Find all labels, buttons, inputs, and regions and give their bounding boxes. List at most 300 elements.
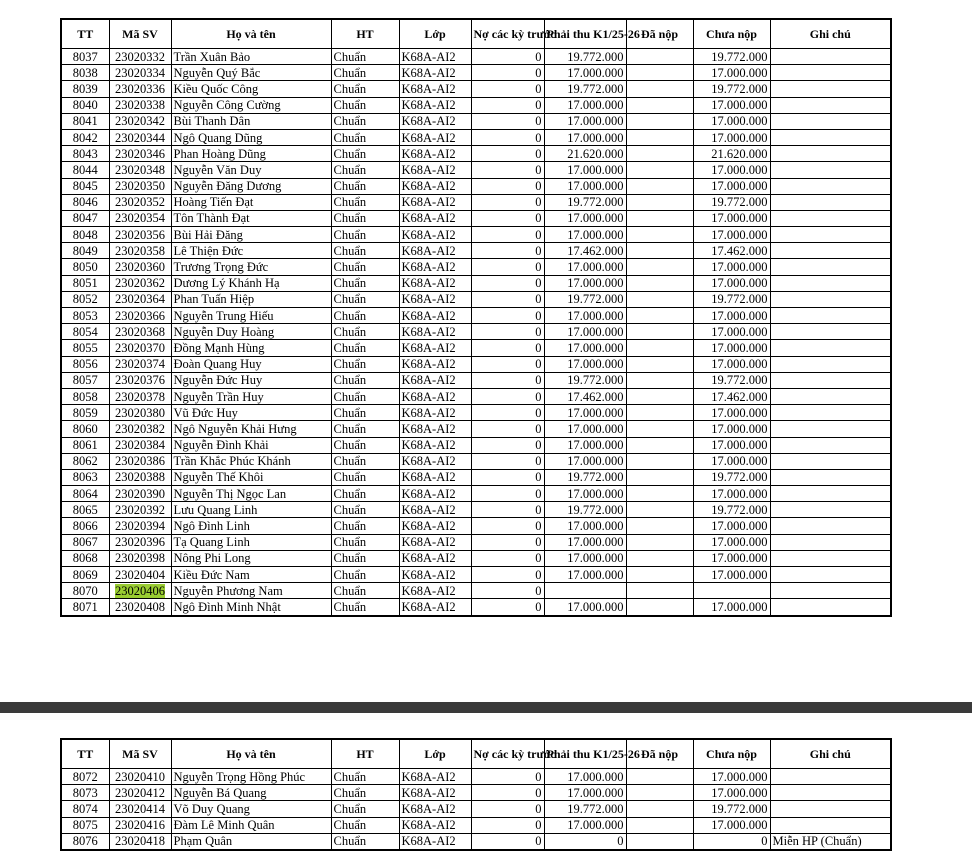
student-id-cell: 23020398 bbox=[109, 550, 171, 566]
class-cell: K68A-AI2 bbox=[399, 833, 471, 850]
header-row bbox=[61, 739, 891, 769]
amount-due-cell: 17.000.000 bbox=[544, 65, 626, 81]
note-cell bbox=[770, 356, 891, 372]
student-id-cell: 23020360 bbox=[109, 259, 171, 275]
table-row bbox=[61, 259, 891, 275]
paid-cell bbox=[626, 113, 693, 129]
amount-due-cell: 17.462.000 bbox=[544, 243, 626, 259]
page-1 bbox=[60, 18, 892, 617]
program-type-cell: Chuẩn bbox=[331, 49, 399, 65]
table-row bbox=[61, 388, 891, 404]
tt-cell: 8055 bbox=[61, 340, 109, 356]
paid-cell bbox=[626, 65, 693, 81]
tt-cell: 8039 bbox=[61, 81, 109, 97]
program-type-cell: Chuẩn bbox=[331, 146, 399, 162]
full-name-cell: Võ Duy Quang bbox=[171, 801, 331, 817]
note-cell bbox=[770, 275, 891, 291]
unpaid-cell: 0 bbox=[693, 833, 770, 850]
column-header-full-name: Họ và tên bbox=[171, 739, 331, 769]
student-id-cell bbox=[109, 583, 171, 599]
full-name-cell: Nguyễn Phương Nam bbox=[171, 583, 331, 599]
prior-debt-cell: 0 bbox=[471, 769, 544, 785]
class-cell: K68A-AI2 bbox=[399, 469, 471, 485]
student-id-cell: 23020354 bbox=[109, 210, 171, 226]
table-row bbox=[61, 567, 891, 583]
table-row bbox=[61, 275, 891, 291]
amount-due-cell: 17.000.000 bbox=[544, 129, 626, 145]
program-type-cell: Chuẩn bbox=[331, 65, 399, 81]
class-cell: K68A-AI2 bbox=[399, 453, 471, 469]
program-type-cell: Chuẩn bbox=[331, 833, 399, 850]
note-cell bbox=[770, 518, 891, 534]
paid-cell bbox=[626, 97, 693, 113]
page-2 bbox=[60, 738, 892, 851]
program-type-cell: Chuẩn bbox=[331, 769, 399, 785]
tt-cell: 8057 bbox=[61, 372, 109, 388]
table-row bbox=[61, 518, 891, 534]
class-cell: K68A-AI2 bbox=[399, 421, 471, 437]
paid-cell bbox=[626, 388, 693, 404]
column-header-paid: Đã nộp bbox=[626, 739, 693, 769]
student-id-cell: 23020414 bbox=[109, 801, 171, 817]
column-header-note: Ghi chú bbox=[770, 739, 891, 769]
table-row bbox=[61, 210, 891, 226]
full-name-cell: Nguyễn Duy Hoàng bbox=[171, 324, 331, 340]
tt-cell: 8043 bbox=[61, 146, 109, 162]
note-cell bbox=[770, 801, 891, 817]
prior-debt-cell: 0 bbox=[471, 324, 544, 340]
program-type-cell: Chuẩn bbox=[331, 97, 399, 113]
full-name-cell: Nguyễn Trọng Hồng Phúc bbox=[171, 769, 331, 785]
prior-debt-cell: 0 bbox=[471, 291, 544, 307]
prior-debt-cell: 0 bbox=[471, 567, 544, 583]
unpaid-cell: 17.000.000 bbox=[693, 308, 770, 324]
unpaid-cell: 21.620.000 bbox=[693, 146, 770, 162]
prior-debt-cell: 0 bbox=[471, 146, 544, 162]
table-row bbox=[61, 340, 891, 356]
amount-due-cell: 17.000.000 bbox=[544, 308, 626, 324]
full-name-cell: Nguyễn Đăng Dương bbox=[171, 178, 331, 194]
unpaid-cell: 17.000.000 bbox=[693, 599, 770, 616]
note-cell bbox=[770, 324, 891, 340]
table-row bbox=[61, 243, 891, 259]
unpaid-cell: 17.000.000 bbox=[693, 769, 770, 785]
student-id-cell: 23020344 bbox=[109, 129, 171, 145]
prior-debt-cell: 0 bbox=[471, 210, 544, 226]
paid-cell bbox=[626, 210, 693, 226]
amount-due-cell: 17.000.000 bbox=[544, 275, 626, 291]
tt-cell: 8071 bbox=[61, 599, 109, 616]
student-id-cell: 23020362 bbox=[109, 275, 171, 291]
class-cell: K68A-AI2 bbox=[399, 437, 471, 453]
program-type-cell: Chuẩn bbox=[331, 113, 399, 129]
unpaid-cell: 17.000.000 bbox=[693, 340, 770, 356]
amount-due-cell: 17.000.000 bbox=[544, 486, 626, 502]
note-cell bbox=[770, 65, 891, 81]
tt-cell: 8072 bbox=[61, 769, 109, 785]
amount-due-cell: 17.000.000 bbox=[544, 178, 626, 194]
table-row bbox=[61, 65, 891, 81]
class-cell: K68A-AI2 bbox=[399, 534, 471, 550]
tt-cell: 8042 bbox=[61, 129, 109, 145]
student-id-cell: 23020358 bbox=[109, 243, 171, 259]
note-cell bbox=[770, 769, 891, 785]
student-id-cell: 23020392 bbox=[109, 502, 171, 518]
paid-cell bbox=[626, 194, 693, 210]
program-type-cell: Chuẩn bbox=[331, 243, 399, 259]
class-cell: K68A-AI2 bbox=[399, 291, 471, 307]
note-cell bbox=[770, 340, 891, 356]
paid-cell bbox=[626, 599, 693, 616]
class-cell: K68A-AI2 bbox=[399, 785, 471, 801]
full-name-cell: Lưu Quang Linh bbox=[171, 502, 331, 518]
class-cell: K68A-AI2 bbox=[399, 97, 471, 113]
paid-cell bbox=[626, 162, 693, 178]
class-cell: K68A-AI2 bbox=[399, 113, 471, 129]
unpaid-cell: 17.000.000 bbox=[693, 113, 770, 129]
amount-due-cell: 19.772.000 bbox=[544, 372, 626, 388]
note-cell bbox=[770, 583, 891, 599]
table-row bbox=[61, 833, 891, 850]
class-cell: K68A-AI2 bbox=[399, 518, 471, 534]
full-name-cell: Nguyễn Trần Huy bbox=[171, 388, 331, 404]
prior-debt-cell: 0 bbox=[471, 550, 544, 566]
program-type-cell: Chuẩn bbox=[331, 502, 399, 518]
table-row bbox=[61, 129, 891, 145]
prior-debt-cell: 0 bbox=[471, 486, 544, 502]
unpaid-cell: 19.772.000 bbox=[693, 469, 770, 485]
full-name-cell: Vũ Đức Huy bbox=[171, 405, 331, 421]
program-type-cell: Chuẩn bbox=[331, 583, 399, 599]
program-type-cell: Chuẩn bbox=[331, 801, 399, 817]
tt-cell: 8053 bbox=[61, 308, 109, 324]
paid-cell bbox=[626, 421, 693, 437]
full-name-cell: Nguyễn Thị Ngọc Lan bbox=[171, 486, 331, 502]
note-cell bbox=[770, 437, 891, 453]
tt-cell: 8070 bbox=[61, 583, 109, 599]
prior-debt-cell: 0 bbox=[471, 97, 544, 113]
amount-due-cell: 19.772.000 bbox=[544, 49, 626, 65]
student-id-cell: 23020352 bbox=[109, 194, 171, 210]
prior-debt-cell: 0 bbox=[471, 194, 544, 210]
student-id-cell: 23020410 bbox=[109, 769, 171, 785]
tt-cell: 8062 bbox=[61, 453, 109, 469]
prior-debt-cell: 0 bbox=[471, 801, 544, 817]
table-row bbox=[61, 291, 891, 307]
class-cell: K68A-AI2 bbox=[399, 129, 471, 145]
full-name-cell: Ngô Quang Dũng bbox=[171, 129, 331, 145]
amount-due-cell: 17.000.000 bbox=[544, 356, 626, 372]
tt-cell: 8060 bbox=[61, 421, 109, 437]
program-type-cell: Chuẩn bbox=[331, 194, 399, 210]
tt-cell: 8063 bbox=[61, 469, 109, 485]
paid-cell bbox=[626, 259, 693, 275]
unpaid-cell: 17.000.000 bbox=[693, 785, 770, 801]
note-cell bbox=[770, 567, 891, 583]
paid-cell bbox=[626, 518, 693, 534]
paid-cell bbox=[626, 356, 693, 372]
class-cell: K68A-AI2 bbox=[399, 567, 471, 583]
unpaid-cell: 17.000.000 bbox=[693, 534, 770, 550]
paid-cell bbox=[626, 469, 693, 485]
tuition-table-page-2 bbox=[60, 738, 892, 851]
program-type-cell: Chuẩn bbox=[331, 388, 399, 404]
program-type-cell: Chuẩn bbox=[331, 81, 399, 97]
prior-debt-cell: 0 bbox=[471, 65, 544, 81]
prior-debt-cell: 0 bbox=[471, 785, 544, 801]
tt-cell: 8074 bbox=[61, 801, 109, 817]
full-name-cell: Phạm Quân bbox=[171, 833, 331, 850]
note-cell bbox=[770, 129, 891, 145]
full-name-cell: Nguyễn Trung Hiếu bbox=[171, 308, 331, 324]
student-id-cell: 23020418 bbox=[109, 833, 171, 850]
note-cell bbox=[770, 194, 891, 210]
amount-due-cell: 19.772.000 bbox=[544, 469, 626, 485]
table-row bbox=[61, 469, 891, 485]
prior-debt-cell: 0 bbox=[471, 833, 544, 850]
amount-due-cell: 17.000.000 bbox=[544, 227, 626, 243]
note-cell bbox=[770, 49, 891, 65]
paid-cell bbox=[626, 49, 693, 65]
tt-cell: 8037 bbox=[61, 49, 109, 65]
unpaid-cell: 17.000.000 bbox=[693, 567, 770, 583]
tt-cell: 8068 bbox=[61, 550, 109, 566]
program-type-cell: Chuẩn bbox=[331, 550, 399, 566]
tt-cell: 8044 bbox=[61, 162, 109, 178]
prior-debt-cell: 0 bbox=[471, 243, 544, 259]
class-cell: K68A-AI2 bbox=[399, 340, 471, 356]
paid-cell bbox=[626, 486, 693, 502]
paid-cell bbox=[626, 227, 693, 243]
student-id-cell: 23020374 bbox=[109, 356, 171, 372]
note-cell bbox=[770, 372, 891, 388]
page-separator bbox=[0, 702, 972, 713]
full-name-cell: Lê Thiện Đức bbox=[171, 243, 331, 259]
class-cell: K68A-AI2 bbox=[399, 81, 471, 97]
tt-cell: 8054 bbox=[61, 324, 109, 340]
paid-cell bbox=[626, 308, 693, 324]
tt-cell: 8056 bbox=[61, 356, 109, 372]
paid-cell bbox=[626, 291, 693, 307]
table-row bbox=[61, 769, 891, 785]
program-type-cell: Chuẩn bbox=[331, 421, 399, 437]
class-cell: K68A-AI2 bbox=[399, 599, 471, 616]
full-name-cell: Nguyễn Thế Khôi bbox=[171, 469, 331, 485]
paid-cell bbox=[626, 583, 693, 599]
amount-due-cell: 19.772.000 bbox=[544, 291, 626, 307]
paid-cell bbox=[626, 178, 693, 194]
table-row bbox=[61, 534, 891, 550]
program-type-cell: Chuẩn bbox=[331, 486, 399, 502]
prior-debt-cell: 0 bbox=[471, 372, 544, 388]
table-row bbox=[61, 113, 891, 129]
paid-cell bbox=[626, 567, 693, 583]
header-row bbox=[61, 19, 891, 49]
column-header-program-type: HT bbox=[331, 19, 399, 49]
paid-cell bbox=[626, 550, 693, 566]
paid-cell bbox=[626, 437, 693, 453]
full-name-cell: Trần Xuân Bảo bbox=[171, 49, 331, 65]
column-header-program-type: HT bbox=[331, 739, 399, 769]
column-header-prior-debt: Nợ các kỳ trước bbox=[471, 739, 544, 769]
prior-debt-cell: 0 bbox=[471, 421, 544, 437]
full-name-cell: Kiều Đức Nam bbox=[171, 567, 331, 583]
prior-debt-cell: 0 bbox=[471, 275, 544, 291]
note-cell bbox=[770, 469, 891, 485]
student-id-cell: 23020412 bbox=[109, 785, 171, 801]
table-row bbox=[61, 97, 891, 113]
full-name-cell: Phan Tuấn Hiệp bbox=[171, 291, 331, 307]
amount-due-cell: 17.000.000 bbox=[544, 453, 626, 469]
column-header-paid: Đã nộp bbox=[626, 19, 693, 49]
table-row bbox=[61, 785, 891, 801]
column-header-note: Ghi chú bbox=[770, 19, 891, 49]
table-row bbox=[61, 308, 891, 324]
program-type-cell: Chuẩn bbox=[331, 534, 399, 550]
table-body bbox=[61, 769, 891, 850]
tt-cell: 8065 bbox=[61, 502, 109, 518]
full-name-cell: Kiều Quốc Công bbox=[171, 81, 331, 97]
note-cell bbox=[770, 534, 891, 550]
student-id-cell: 23020368 bbox=[109, 324, 171, 340]
program-type-cell: Chuẩn bbox=[331, 259, 399, 275]
table-row bbox=[61, 405, 891, 421]
full-name-cell: Nguyễn Đình Khải bbox=[171, 437, 331, 453]
column-header-full-name: Họ và tên bbox=[171, 19, 331, 49]
unpaid-cell: 17.462.000 bbox=[693, 243, 770, 259]
class-cell: K68A-AI2 bbox=[399, 583, 471, 599]
note-cell bbox=[770, 243, 891, 259]
full-name-cell: Bùi Thanh Dân bbox=[171, 113, 331, 129]
prior-debt-cell: 0 bbox=[471, 583, 544, 599]
tt-cell: 8059 bbox=[61, 405, 109, 421]
paid-cell bbox=[626, 146, 693, 162]
paid-cell bbox=[626, 405, 693, 421]
prior-debt-cell: 0 bbox=[471, 308, 544, 324]
prior-debt-cell: 0 bbox=[471, 259, 544, 275]
student-id-cell: 23020382 bbox=[109, 421, 171, 437]
unpaid-cell: 19.772.000 bbox=[693, 372, 770, 388]
note-cell bbox=[770, 162, 891, 178]
note-cell bbox=[770, 291, 891, 307]
tt-cell: 8040 bbox=[61, 97, 109, 113]
unpaid-cell: 17.000.000 bbox=[693, 437, 770, 453]
prior-debt-cell: 0 bbox=[471, 81, 544, 97]
prior-debt-cell: 0 bbox=[471, 227, 544, 243]
program-type-cell: Chuẩn bbox=[331, 324, 399, 340]
amount-due-cell: 17.000.000 bbox=[544, 534, 626, 550]
amount-due-cell: 17.000.000 bbox=[544, 437, 626, 453]
full-name-cell: Nguyễn Văn Duy bbox=[171, 162, 331, 178]
student-id-cell: 23020342 bbox=[109, 113, 171, 129]
amount-due-cell: 17.000.000 bbox=[544, 817, 626, 833]
note-cell bbox=[770, 453, 891, 469]
amount-due-cell: 17.000.000 bbox=[544, 97, 626, 113]
full-name-cell: Đàm Lê Minh Quân bbox=[171, 817, 331, 833]
unpaid-cell: 17.000.000 bbox=[693, 162, 770, 178]
prior-debt-cell: 0 bbox=[471, 437, 544, 453]
full-name-cell: Tạ Quang Linh bbox=[171, 534, 331, 550]
class-cell: K68A-AI2 bbox=[399, 324, 471, 340]
program-type-cell: Chuẩn bbox=[331, 129, 399, 145]
amount-due-cell: 21.620.000 bbox=[544, 146, 626, 162]
prior-debt-cell: 0 bbox=[471, 113, 544, 129]
student-id-cell: 23020376 bbox=[109, 372, 171, 388]
column-header-class: Lớp bbox=[399, 739, 471, 769]
student-id-cell: 23020370 bbox=[109, 340, 171, 356]
table-body bbox=[61, 49, 891, 616]
class-cell: K68A-AI2 bbox=[399, 356, 471, 372]
table-row bbox=[61, 583, 891, 599]
class-cell: K68A-AI2 bbox=[399, 372, 471, 388]
student-id-cell: 23020346 bbox=[109, 146, 171, 162]
unpaid-cell: 19.772.000 bbox=[693, 49, 770, 65]
amount-due-cell: 17.000.000 bbox=[544, 162, 626, 178]
paid-cell bbox=[626, 801, 693, 817]
amount-due-cell: 17.000.000 bbox=[544, 405, 626, 421]
unpaid-cell: 17.000.000 bbox=[693, 65, 770, 81]
full-name-cell: Đồng Mạnh Hùng bbox=[171, 340, 331, 356]
unpaid-cell: 17.000.000 bbox=[693, 324, 770, 340]
prior-debt-cell: 0 bbox=[471, 162, 544, 178]
prior-debt-cell: 0 bbox=[471, 129, 544, 145]
program-type-cell: Chuẩn bbox=[331, 405, 399, 421]
class-cell: K68A-AI2 bbox=[399, 49, 471, 65]
note-cell bbox=[770, 486, 891, 502]
program-type-cell: Chuẩn bbox=[331, 178, 399, 194]
full-name-cell: Phan Hoàng Dũng bbox=[171, 146, 331, 162]
student-id-cell: 23020380 bbox=[109, 405, 171, 421]
note-cell bbox=[770, 81, 891, 97]
student-id-cell: 23020384 bbox=[109, 437, 171, 453]
table-row bbox=[61, 324, 891, 340]
student-id-cell: 23020338 bbox=[109, 97, 171, 113]
paid-cell bbox=[626, 453, 693, 469]
tt-cell: 8038 bbox=[61, 65, 109, 81]
class-cell: K68A-AI2 bbox=[399, 194, 471, 210]
unpaid-cell: 17.000.000 bbox=[693, 817, 770, 833]
student-id-cell: 23020332 bbox=[109, 49, 171, 65]
amount-due-cell: 19.772.000 bbox=[544, 81, 626, 97]
table-row bbox=[61, 372, 891, 388]
amount-due-cell: 19.772.000 bbox=[544, 801, 626, 817]
note-cell bbox=[770, 599, 891, 616]
program-type-cell: Chuẩn bbox=[331, 372, 399, 388]
unpaid-cell: 17.000.000 bbox=[693, 97, 770, 113]
prior-debt-cell: 0 bbox=[471, 388, 544, 404]
unpaid-cell: 17.000.000 bbox=[693, 227, 770, 243]
student-id-cell: 23020364 bbox=[109, 291, 171, 307]
full-name-cell: Ngô Nguyễn Khải Hưng bbox=[171, 421, 331, 437]
highlighted-student-id: 23020406 bbox=[115, 583, 165, 598]
amount-due-cell: 17.000.000 bbox=[544, 340, 626, 356]
student-id-cell: 23020394 bbox=[109, 518, 171, 534]
student-id-cell: 23020336 bbox=[109, 81, 171, 97]
amount-due-cell: 17.000.000 bbox=[544, 113, 626, 129]
table-row bbox=[61, 162, 891, 178]
class-cell: K68A-AI2 bbox=[399, 259, 471, 275]
prior-debt-cell: 0 bbox=[471, 502, 544, 518]
tt-cell: 8058 bbox=[61, 388, 109, 404]
program-type-cell: Chuẩn bbox=[331, 518, 399, 534]
unpaid-cell: 17.000.000 bbox=[693, 453, 770, 469]
class-cell: K68A-AI2 bbox=[399, 817, 471, 833]
paid-cell bbox=[626, 81, 693, 97]
program-type-cell: Chuẩn bbox=[331, 308, 399, 324]
class-cell: K68A-AI2 bbox=[399, 162, 471, 178]
unpaid-cell: 17.000.000 bbox=[693, 210, 770, 226]
amount-due-cell: 17.000.000 bbox=[544, 567, 626, 583]
